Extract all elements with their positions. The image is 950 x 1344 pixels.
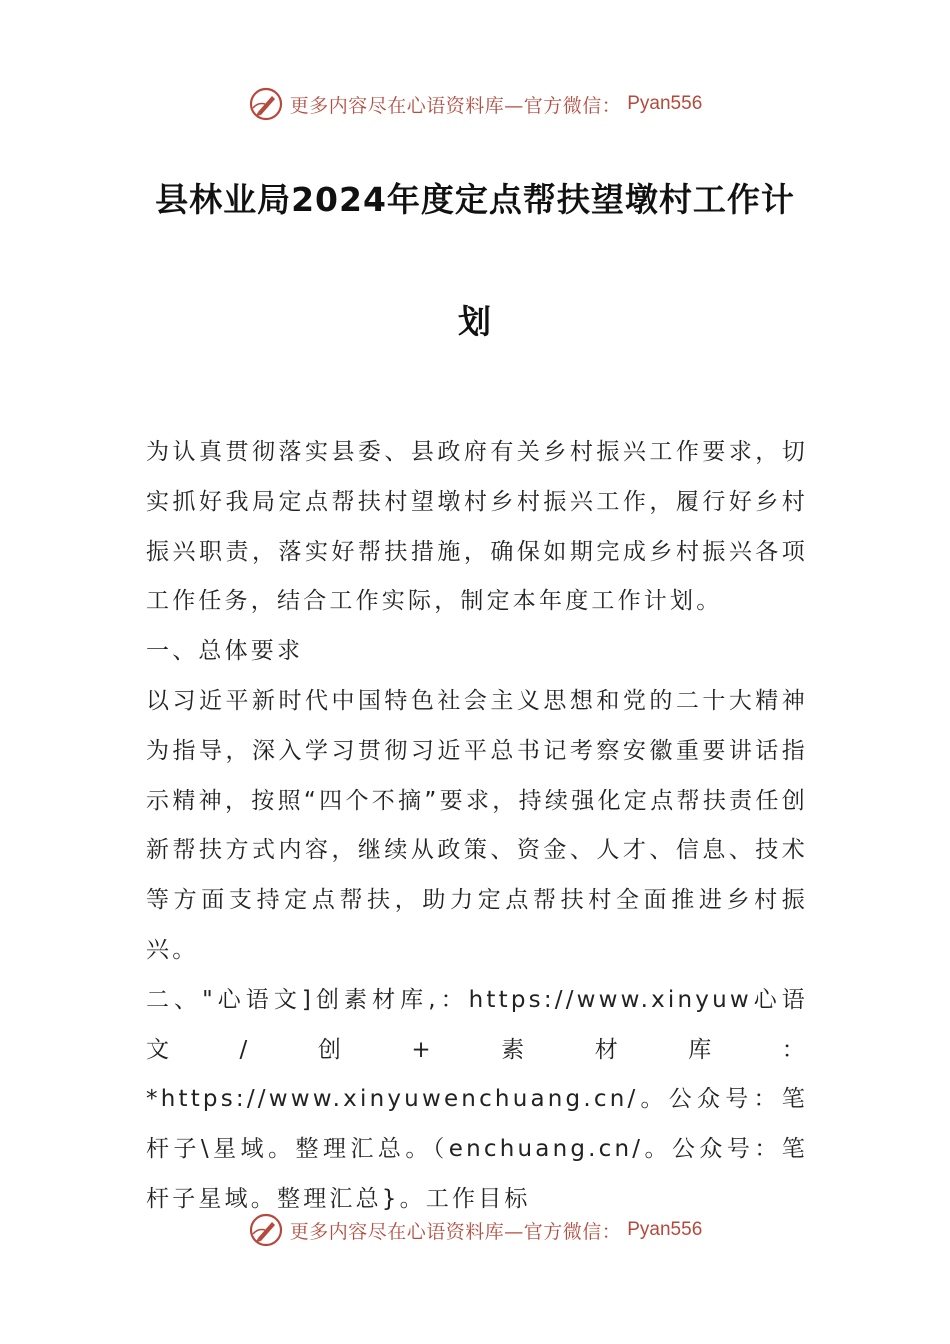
document-title-line1: 县林业局2024年度定点帮扶望墩村工作计 (155, 180, 795, 219)
document-body (146, 428, 808, 1225)
watermark-banner-top (0, 84, 950, 124)
pen-logo-icon (248, 86, 284, 122)
section2-paragraph: 二、"心语文]创素材库,：https://www.xinyuw心语文/创+素材库：*https://www.xinyuwenchuang.cn/。公众号：笔杆子\星域。整理汇总。（enchuang.cn/。公众号：笔杆子星域。整理汇总}。工作目标 (146, 986, 808, 1212)
watermark-text: 更多内容尽在心语资料库—官方微信： (289, 94, 622, 117)
watermark-handle: Pyan556 (627, 93, 703, 114)
watermark-banner-bottom (0, 1210, 950, 1250)
section1-paragraph: 以习近平新时代中国特色社会主义思想和党的二十大精神为指导，深入学习贯彻习近平总书记考察安徽重要讲话指示精神，按照“四个不摘”要求，持续强化定点帮扶责任创新帮扶方式内容，继续从政策、资金、人才、信息、技术等方面支持定点帮扶，助力定点帮扶村全面推进乡村振兴。 (146, 687, 808, 963)
intro-paragraph: 为认真贯彻落实县委、县政府有关乡村振兴工作要求，切实抓好我局定点帮扶村望墩村乡村振兴工作，履行好乡村振兴职责，落实好帮扶措施，确保如期完成乡村振兴各项工作任务，结合工作实际，制定本年度工作计划。 (146, 439, 808, 615)
document-title-line2: 划 (458, 302, 492, 341)
pen-logo-icon (248, 1212, 284, 1248)
section1-heading: 一、总体要求 (146, 638, 304, 665)
watermark-handle: Pyan556 (627, 1219, 703, 1240)
watermark-text: 更多内容尽在心语资料库—官方微信： (289, 1220, 622, 1243)
